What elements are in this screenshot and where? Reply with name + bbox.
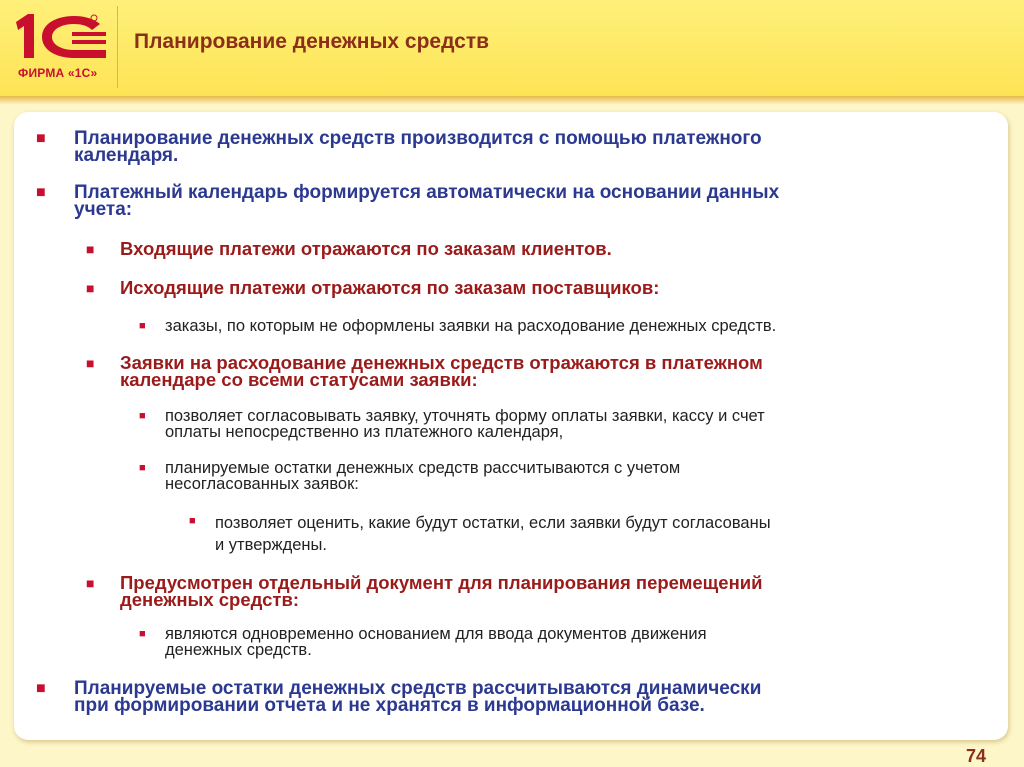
- bullet-marker-icon: ■: [86, 575, 95, 591]
- list-item-line: Платежный календарь формируется автоматически на основании данных: [74, 182, 780, 203]
- list-item-text: [165, 408, 765, 440]
- bullet-marker-icon: ■: [189, 515, 196, 527]
- list-item-text: [120, 240, 612, 257]
- slide-title: Планирование денежных средств: [134, 30, 490, 53]
- list-item-line: календаря.: [74, 145, 179, 166]
- list-item-line: Планируемые остатки денежных средств рассчитываются динамически: [74, 678, 762, 699]
- list-item-line: являются одновременно основанием для ввода документов движения: [165, 625, 707, 643]
- list-item-line: календаре со всеми статусами заявки:: [120, 369, 478, 390]
- list-item-line: планируемые остатки денежных средств рассчитываются с учетом: [165, 459, 681, 477]
- list-item-line: и утверждены.: [215, 536, 327, 554]
- list-item-text: [165, 460, 680, 492]
- bullet-marker-icon: ■: [139, 462, 146, 474]
- list-item-line: позволяет оценить, какие будут остатки, если заявки будут согласованы: [215, 514, 771, 532]
- list-item-line: денежных средств.: [165, 641, 312, 659]
- bullet-marker-icon: ■: [139, 410, 146, 422]
- list-item-line: Заявки на расходование денежных средств отражаются в платежном: [120, 352, 763, 373]
- header-divider: [117, 6, 118, 88]
- header-shadow: [0, 96, 1024, 104]
- content-panel: [14, 112, 1008, 740]
- bullet-marker-icon: ■: [36, 184, 46, 201]
- list-item-text: [120, 279, 659, 296]
- list-item-line: Исходящие платежи отражаются по заказам поставщиков:: [120, 277, 660, 298]
- list-item-line: при формировании отчета и не хранятся в информационной базе.: [74, 695, 705, 716]
- list-item-text: [165, 318, 776, 334]
- list-item-text: [165, 626, 707, 658]
- bullet-marker-icon: ■: [86, 280, 95, 296]
- list-item-line: позволяет согласовывать заявку, уточнять форму оплаты заявки, кассу и счет: [165, 407, 765, 425]
- bullet-marker-icon: ■: [36, 680, 46, 697]
- page-number: 74: [966, 746, 987, 766]
- list-item-text: [215, 512, 771, 556]
- bullet-marker-icon: ■: [36, 130, 46, 147]
- list-item-text: [74, 130, 762, 164]
- list-item-text: [120, 354, 763, 388]
- list-item-text: [74, 680, 761, 714]
- list-item-line: Входящие платежи отражаются по заказам клиентов.: [120, 238, 612, 259]
- bullet-marker-icon: ■: [139, 628, 146, 640]
- bullet-marker-icon: ■: [86, 241, 95, 257]
- list-item-text: [74, 184, 779, 218]
- bullet-marker-icon: ■: [139, 320, 146, 332]
- list-item-line: Предусмотрен отдельный документ для планирования перемещений: [120, 572, 763, 593]
- list-item-line: несогласованных заявок:: [165, 475, 359, 493]
- slide-header: [0, 0, 1024, 96]
- list-item-line: Планирование денежных средств производится с помощью платежного: [74, 128, 762, 149]
- list-item-line: заказы, по которым не оформлены заявки на расходование денежных средств.: [165, 317, 777, 335]
- list-item-line: учета:: [74, 199, 133, 220]
- list-item-line: оплаты непосредственно из платежного календаря,: [165, 423, 564, 441]
- logo-1c-mark: [12, 8, 112, 64]
- list-item-text: [120, 574, 763, 608]
- bullet-marker-icon: ■: [86, 355, 95, 371]
- logo-1c: [12, 8, 112, 86]
- list-item-line: денежных средств:: [120, 589, 300, 610]
- logo-firm-name: ФИРМА «1С»: [18, 66, 98, 80]
